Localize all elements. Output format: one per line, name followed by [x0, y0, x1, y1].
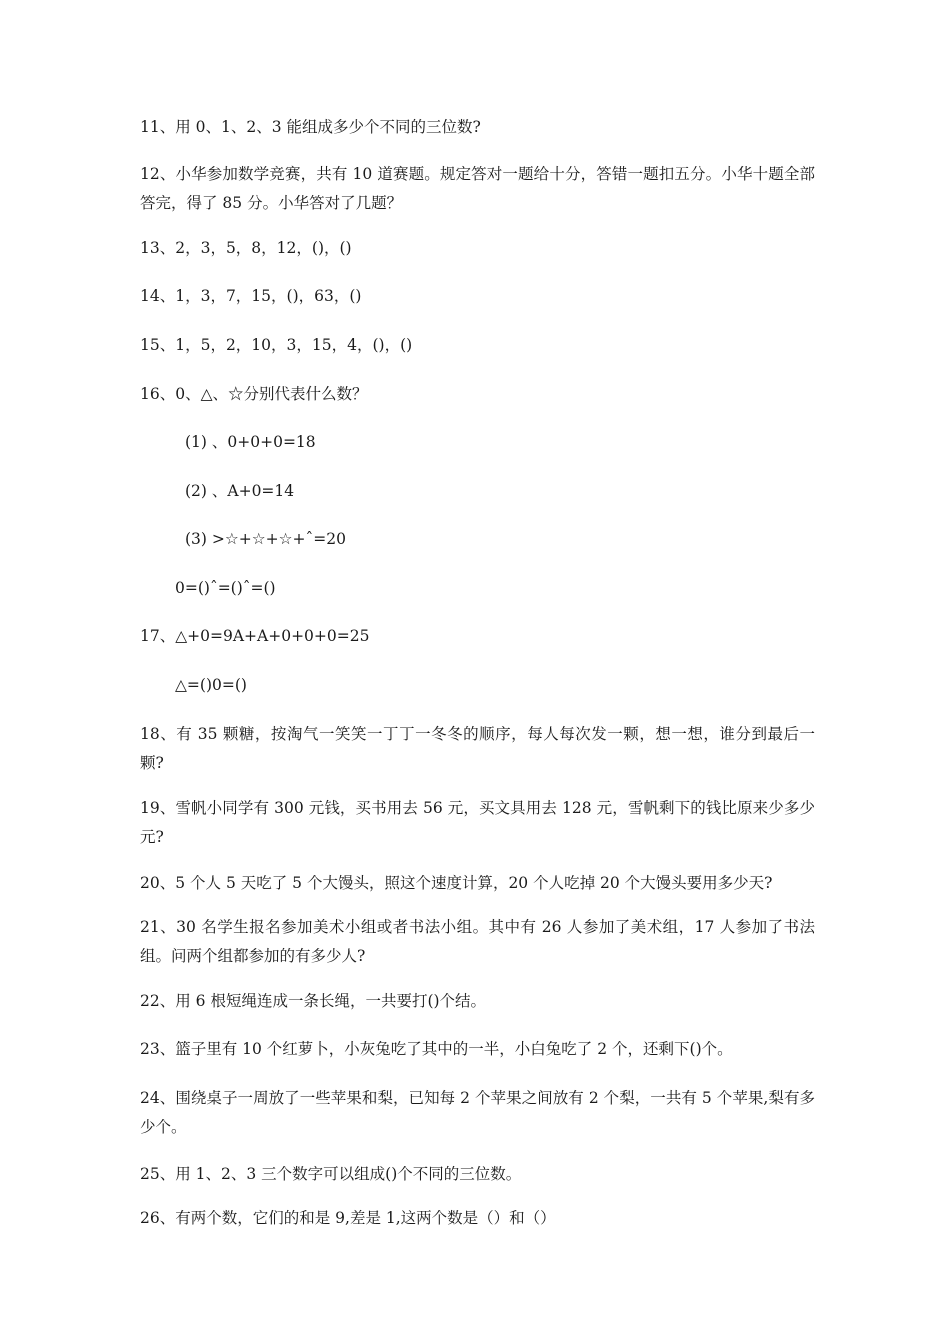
question-20: 20、5 个人 5 天吃了 5 个大馒头，照这个速度计算，20 个人吃掉 20 个大馒头要用多少天? [140, 874, 773, 892]
question-24: 24、围绕桌子一周放了一些苹果和梨，已知每 2 个苹果之间放有 2 个梨，一共有 5 个苹果,梨有多少个。 [140, 1089, 815, 1136]
question-18: 18、有 35 颗糖，按淘气一笑笑一丁丁一冬冬的顺序，每人每次发一颗，想一想，谁分到最后一颗? [140, 725, 815, 772]
question-13: 13、2，3，5，8，12，()，() [140, 239, 352, 257]
question-16: 16、0、△、☆分别代表什么数？ [140, 385, 368, 403]
question-22: 22、用 6 根短绳连成一条长绳，一共要打()个结。 [140, 992, 487, 1010]
question-11: 11、用 0、1、2、3 能组成多少个不同的三位数? [140, 118, 481, 136]
question-16-part-2: (2) 、A+0=14 [185, 482, 295, 500]
question-14: 14、1，3，7，15，()，63，() [140, 287, 362, 305]
question-16-part-3: (3) >☆+☆+☆+ˆ=20 [185, 530, 346, 548]
question-16-answer: 0=()ˆ=()ˆ=() [175, 579, 276, 597]
question-16-part-1: (1) 、0+0+0=18 [185, 433, 316, 451]
question-15: 15、1，5，2，10，3，15，4，()，() [140, 336, 413, 354]
question-12: 12、小华参加数学竞赛，共有 10 道赛题。规定答对一题给十分，答错一题扣五分。小华十题全部答完，得了 85 分。小华答对了几题？ [140, 165, 815, 212]
question-17-answer: △=()0=() [175, 676, 247, 694]
question-19: 19、雪帆小同学有 300 元钱，买书用去 56 元，买文具用去 128 元，雪帆剩下的钱比原来少多少元? [140, 799, 815, 846]
question-21: 21、30 名学生报名参加美术小组或者书法小组。其中有 26 人参加了美术组，17 人参加了书法组。问两个组都参加的有多少人? [140, 918, 815, 965]
question-17: 17、△+0=9A+A+0+0+0=25 [140, 627, 370, 645]
question-25: 25、用 1、2、3 三个数字可以组成()个不同的三位数。 [140, 1165, 522, 1183]
question-23: 23、篮子里有 10 个红萝卜，小灰兔吃了其中的一半，小白兔吃了 2 个，还剩下()个。 [140, 1040, 733, 1058]
question-26: 26、有两个数，它们的和是 9,差是 1,这两个数是（）和（） [140, 1209, 556, 1227]
